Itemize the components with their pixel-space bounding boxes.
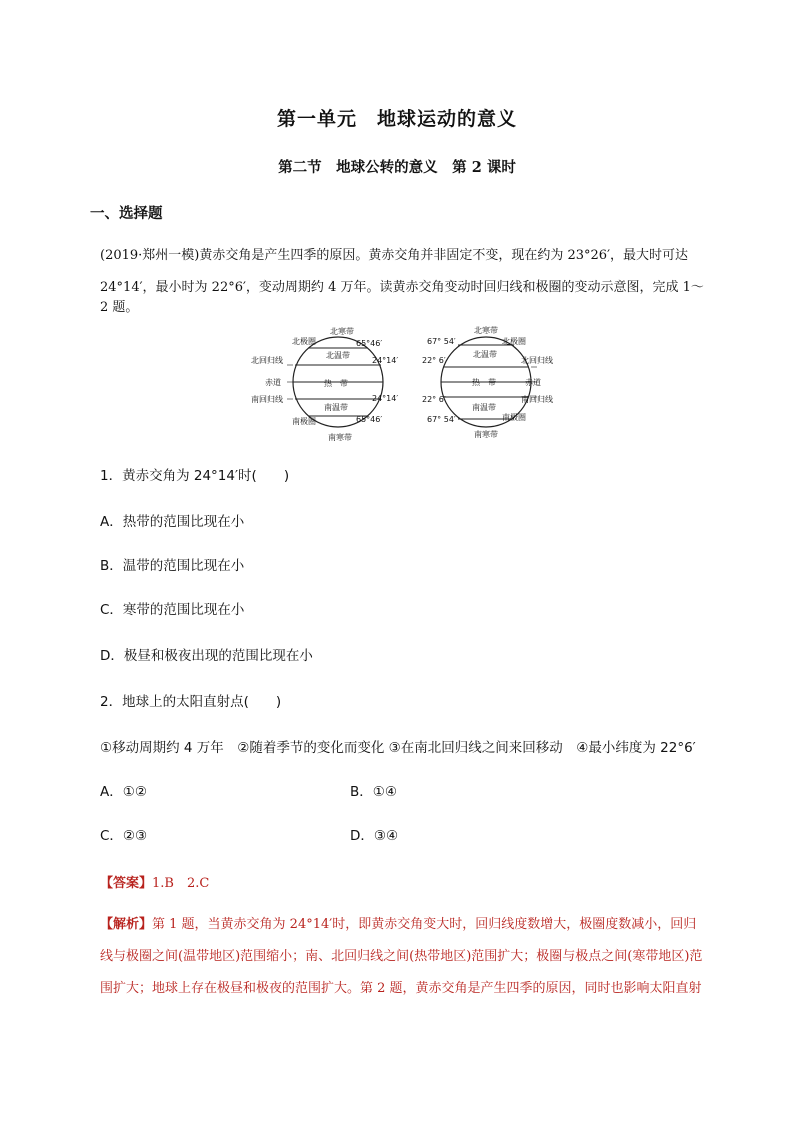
right-equator-label: 赤道 [525,378,541,387]
right-globe [422,325,553,439]
q1-stem: 1．黄赤交角为 24°14′时( ) [100,468,290,484]
right-north-temperate: 北温带 [473,350,497,359]
answer-tag: 【答案】 [100,876,153,891]
section-heading: 一、选择题 [90,206,163,222]
left-tropic-capricorn-label: 南回归线 [251,395,283,404]
right-arctic-circle-label: 北极圈 [502,337,526,346]
q2-statements: ①移动周期约 4 万年 ②随着季节的变化而变化 ③在南北回归线之间来回移动 ④最小纬度为 22°6′ [100,740,696,756]
q2-option-d: D．③④ [350,828,399,844]
q2-option-c: C．②③ [100,828,148,844]
left-south-temperate: 南温带 [324,403,348,412]
left-south-frigid: 南寒带 [328,433,352,442]
page-title: 第一单元 地球运动的意义 [276,108,517,130]
intro-line-2: 24°14′，最小时为 22°6′，变动周期约 4 万年。读黄赤交角变动时回归线和极圈的变动示意图，完成 1～2 题。 [100,280,704,315]
right-torrid: 热 带 [472,378,496,387]
right-tropic-cancer-label: 北回归线 [521,356,553,365]
left-torrid: 热 带 [324,379,348,388]
right-tropic-capricorn-label: 南回归线 [521,395,553,404]
q1-option-d: D．极昼和极夜出现的范围比现在小 [100,648,313,664]
right-antarctic-circle-label: 南极圈 [502,413,526,422]
left-equator-label: 赤道 [265,378,281,387]
page-subtitle: 第二节 地球公转的意义 第 2 课时 [278,159,516,176]
answer [100,872,209,891]
left-north-temperate: 北温带 [326,351,350,360]
analysis-text-1: 第 1 题，当黄赤交角为 24°14′时，即黄赤交角变大时，回归线度数增大，极圈度数减小，回归 [152,917,697,932]
right-angle-s-tropic: 22° 6′ [422,395,446,404]
q1-option-a: A．热带的范围比现在小 [100,514,245,530]
right-south-temperate: 南温带 [472,403,496,412]
left-angle-n-tropic: 24°14′ [372,356,399,365]
left-tropic-cancer-label: 北回归线 [251,356,283,365]
right-south-frigid: 南寒带 [474,430,498,439]
q1-option-b: B．温带的范围比现在小 [100,558,245,574]
right-angle-s-polar: 67° 54′ [427,415,456,424]
analysis-line-2: 线与极圈之间(温带地区)范围缩小；南、北回归线之间(热带地区)范围扩大；极圈与极点之间(寒带地区)范 [100,949,703,964]
left-angle-s-polar: 65°46′ [356,415,383,424]
q2-option-a: A．①② [100,784,147,800]
right-angle-n-tropic: 22° 6′ [422,356,446,365]
analysis-tag: 【解析】 [100,917,153,932]
intro-line-1: (2019·郑州一模)黄赤交角是产生四季的原因。黄赤交角并非固定不变，现在约为 23°26′，最大时可达 [100,248,689,263]
left-globe [251,326,398,442]
analysis-line-3: 围扩大；地球上存在极昼和极夜的范围扩大。第 2 题，黄赤交角是产生四季的原因，同时也影响太阳直射 [100,981,702,996]
left-angle-n-polar: 65°46′ [356,339,383,348]
analysis-line-1 [100,915,710,935]
right-angle-n-polar: 67° 54′ [427,337,456,346]
left-north-frigid: 北寒带 [330,327,354,336]
left-arctic-circle-label: 北极圈 [292,337,316,346]
q2-option-b: B．①④ [350,784,397,800]
right-north-frigid: 北寒带 [474,326,498,335]
q1-option-c: C．寒带的范围比现在小 [100,602,245,618]
tilt-zones-figure [250,322,570,442]
answer-text: 1.B 2.C [152,876,210,891]
left-antarctic-circle-label: 南极圈 [292,417,316,426]
q2-stem: 2．地球上的太阳直射点( ) [100,694,282,710]
left-angle-s-tropic: 24°14′ [372,394,399,403]
